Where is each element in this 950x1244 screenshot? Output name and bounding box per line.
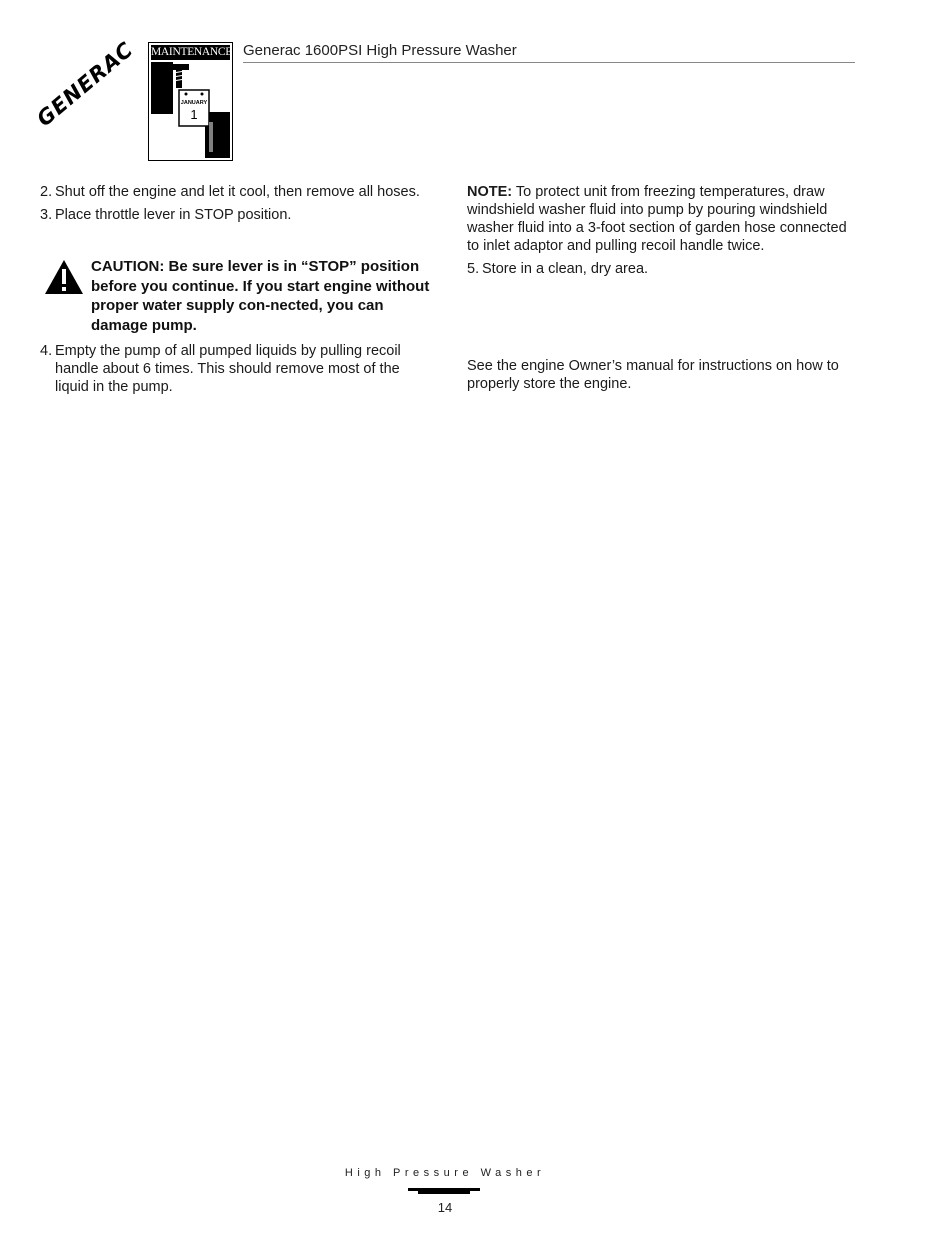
list-text: Empty the pump of all pumped liquids by pulling recoil handle about 6 times. This should remove most of the liquid in the pump. (55, 343, 401, 395)
list-text: Shut off the engine and let it cool, then remove all hoses. (55, 184, 420, 200)
list-text: Place throttle lever in STOP position. (55, 207, 292, 223)
list-item-2 (40, 183, 425, 201)
footer-title: High Pressure Washer (344, 1167, 546, 1179)
engine-storage-note: See the engine Owner’s manual for instructions on how to properly store the engine. (467, 358, 839, 392)
note-label: NOTE: (467, 184, 513, 200)
page-title: Generac 1600PSI High Pressure Washer (243, 42, 517, 59)
right-column (467, 183, 857, 283)
left-column-lower (40, 342, 425, 401)
list-item-4 (40, 342, 425, 396)
list-item-5 (467, 260, 857, 278)
list-text: Store in a clean, dry area. (482, 261, 649, 277)
list-number: 3. (40, 207, 53, 223)
footer-bar (408, 1187, 480, 1195)
calendar-tools-graphic (149, 60, 232, 160)
calendar-month: JANUARY (180, 100, 208, 106)
list-number: 5. (467, 261, 480, 277)
list-number: 4. (40, 343, 53, 359)
maintenance-label: MAINTENANCE (151, 46, 233, 58)
page-number: 14 (437, 1200, 453, 1215)
list-number: 2. (40, 184, 53, 200)
left-column (40, 183, 425, 229)
note-text: To protect unit from freezing temperatures, draw windshield washer fluid into pump by pouring windshield washer fluid into a 3-foot section of garden hose connected to inlet adaptor and pulling recoil handle twice. (467, 184, 847, 254)
note-paragraph (467, 183, 857, 255)
generac-logo: GENERAC (32, 37, 138, 132)
caution-text: CAUTION: Be sure lever is in “STOP” position before you continue. If you start engine without proper water supply con-nected, you can damage pump. (91, 258, 430, 334)
warning-icon (44, 259, 84, 295)
calendar-day: 1 (190, 107, 198, 122)
header-divider (243, 62, 855, 63)
maintenance-icon (148, 42, 233, 161)
list-item-3 (40, 206, 425, 224)
